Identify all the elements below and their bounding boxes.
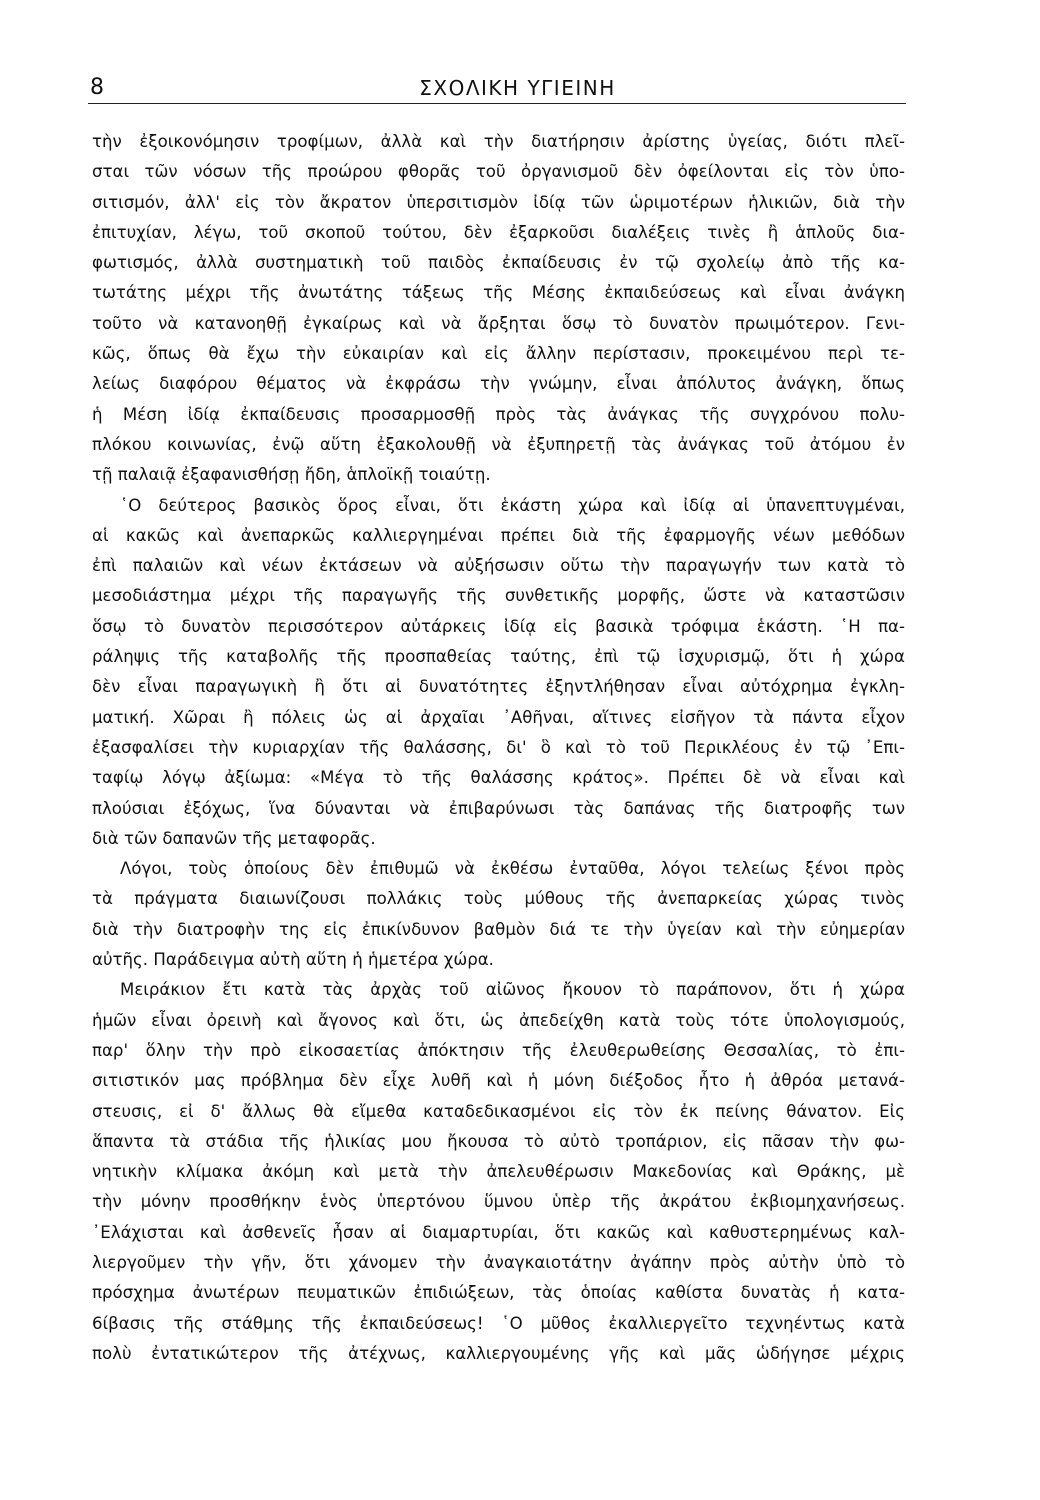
- running-title: ΣΧΟΛΙΚΗ ΥΓΙΕΙΝΗ: [419, 76, 616, 100]
- text-line: τὰ πράγματα διαιωνίζουσι πολλάκις τοὺς μύθους τῆς ἀνεπαρκείας χώρας τινὸς: [92, 889, 905, 909]
- page-header: [90, 74, 905, 104]
- text-line: σιτιστικόν μας πρόβλημα δὲν εἶχε λυθῆ καὶ ἡ μόνη διέξοδος ἦτο ἡ ἀθρόα μετανά-: [92, 1071, 905, 1091]
- text-line: παρ' ὅλην τὴν πρὸ εἰκοσαετίας ἀπόκτησιν τῆς ἐλευθερωθείσης Θεσσαλίας, τὸ ἐπι-: [92, 1040, 905, 1060]
- text-line: κῶς, ὅπως θὰ ἔχω τὴν εὐκαιρίαν καὶ εἰς ἄλλην περίστασιν, προκειμένου περὶ τε-: [92, 344, 905, 364]
- text-line: στευσις, εἰ δ' ἄλλως θὰ εἴμεθα καταδεδικασμένοι εἰς τὸν ἐκ πείνης θάνατον. Εἰς: [92, 1101, 905, 1121]
- text-line: ἡ Μέση ἰδίᾳ ἐκπαίδευσις προσαρμοσθῇ πρὸς τὰς ἀνάγκας τῆς συγχρόνου πολυ-: [92, 404, 905, 424]
- text-line: τῇ παλαιᾷ ἐξαφανισθήσῃ ἤδη, ἁπλοϊκῇ τοιαύτῃ.: [92, 465, 491, 485]
- text-line: Λόγοι, τοὺς ὁποίους δὲν ἐπιθυμῶ νὰ ἐκθέσω ἐνταῦθα, λόγοι τελείως ξένοι πρὸς: [120, 859, 905, 879]
- text-line: αἱ κακῶς καὶ ἀνεπαρκῶς καλλιεργημέναι πρέπει διὰ τῆς ἐφαρμογῆς νέων μεθόδων: [92, 525, 905, 545]
- text-line: ἐξασφαλίσει τὴν κυριαρχίαν τῆς θαλάσσης, δι' ὃ καὶ τὸ τοῦ Περικλέους ἐν τῷ ᾿Επι-: [92, 737, 905, 757]
- text-line: λείως διαφόρου θέματος νὰ ἐκφράσω τὴν γνώμην, εἶναι ἀπόλυτος ἀνάγκη, ὅπως: [92, 374, 905, 394]
- text-line: σται τῶν νόσων τῆς προώρου φθορᾶς τοῦ ὀργανισμοῦ δὲν ὀφείλονται εἰς τὸν ὑπο-: [92, 162, 905, 182]
- text-line: διὰ τῶν δαπανῶν τῆς μεταφορᾶς.: [92, 828, 376, 848]
- page-number: 8: [90, 75, 104, 100]
- body-text: [92, 127, 905, 1369]
- text-line: πλούσιαι ἐξόχως, ἵνα δύνανται νὰ ἐπιβαρύνωσι τὰς δαπάνας τῆς διατροφῆς των: [92, 798, 905, 818]
- text-line: ὅσῳ τὸ δυνατὸν περισσότερον αὐτάρκεις ἰδίᾳ εἰς βασικὰ τρόφιμα ἑκάστη. ῾Η πα-: [92, 616, 905, 636]
- text-line: δὲν εἶναι παραγωγικὴ ἢ ὅτι αἱ δυνατότητες ἐξηντλήθησαν εἶναι αὐτόχρημα ἐγκλη-: [92, 677, 905, 697]
- text-line: ᾿Ελάχισται καὶ ἀσθενεῖς ἦσαν αἱ διαμαρτυρίαι, ὅτι κακῶς καὶ καθυστερημένως καλ-: [92, 1222, 905, 1242]
- text-line: ἐπὶ παλαιῶν καὶ νέων ἐκτάσεων νὰ αὐξήσωσιν οὕτω τὴν παραγωγήν των κατὰ τὸ: [92, 556, 905, 576]
- text-line: σιτισμόν, ἀλλ' εἰς τὸν ἄκρατον ὑπερσιτισμὸν ἰδίᾳ τῶν ὡριμοτέρων ἡλικιῶν, διὰ τὴν: [92, 192, 905, 212]
- text-line: Μειράκιον ἔτι κατὰ τὰς ἀρχὰς τοῦ αἰῶνος ἤκουον τὸ παράπονον, ὅτι ἡ χώρα: [120, 980, 905, 1000]
- text-line: πλόκου κοινωνίας, ἐνῷ αὕτη ἐξακολουθῇ νὰ ἐξυπηρετῇ τὰς ἀνάγκας τοῦ ἀτόμου ἐν: [92, 434, 905, 454]
- text-line: νητικὴν κλίμακα ἀκόμη καὶ μετὰ τὴν ἀπελευθέρωσιν Μακεδονίας καὶ Θράκης, μὲ: [92, 1162, 905, 1182]
- text-line: αὐτῆς. Παράδειγμα αὐτὴ αὕτη ἡ ἡμετέρα χώρα.: [92, 950, 494, 970]
- text-line: φωτισμός, ἀλλὰ συστηματικὴ τοῦ παιδὸς ἐκπαίδευσις ἐν τῷ σχολείῳ ἀπὸ τῆς κα-: [92, 253, 905, 273]
- text-line: πρόσχημα ἀνωτέρων πευματικῶν ἐπιδιώξεων, τὰς ὁποίας καθίστα δυνατὰς ἡ κατα-: [92, 1283, 905, 1303]
- text-line: μεσοδιάστημα μέχρι τῆς παραγωγῆς τῆς συνθετικῆς μορφῆς, ὥστε νὰ καταστῶσιν: [92, 586, 905, 606]
- text-line: 6ίβασις τῆς στάθμης τῆς ἐκπαιδεύσεως! ῾Ο μῦθος ἐκαλλιεργεῖτο τεχνηέντως κατὰ: [92, 1313, 905, 1333]
- text-line: ῾Ο δεύτερος βασικὸς ὅρος εἶναι, ὅτι ἑκάστη χώρα καὶ ἰδίᾳ αἱ ὑπανεπτυγμέναι,: [120, 495, 905, 515]
- text-line: ἐπιτυχίαν, λέγω, τοῦ σκοποῦ τούτου, δὲν ἐξαρκοῦσι διαλέξεις τινὲς ἢ ἁπλοῦς δια-: [92, 222, 905, 242]
- text-line: ράληψις τῆς καταβολῆς τῆς προσπαθείας ταύτης, ἐπὶ τῷ ἰσχυρισμῷ, ὅτι ἡ χώρα: [92, 647, 905, 667]
- text-line: ἅπαντα τὰ στάδια τῆς ἡλικίας μου ἤκουσα τὸ αὐτὸ τροπάριον, εἰς πᾶσαν τὴν φω-: [92, 1131, 905, 1151]
- text-line: διὰ τὴν διατροφὴν της εἰς ἐπικίνδυνον βαθμὸν διά τε τὴν ὑγείαν καὶ τὴν εὐημερίαν: [92, 919, 905, 939]
- header-rule: [88, 103, 906, 104]
- text-line: πολὺ ἐντατικώτερον τῆς ἀτέχνως, καλλιεργουμένης γῆς καὶ μᾶς ὡδήγησε μέχρις: [92, 1343, 905, 1363]
- text-line: τὴν ἐξοικονόμησιν τροφίμων, ἀλλὰ καὶ τὴν διατήρησιν ἀρίστης ὑγείας, διότι πλεῖ-: [92, 132, 905, 151]
- text-line: λιεργοῦμεν τὴν γῆν, ὅτι χάνομεν τὴν ἀναγκαιοτάτην ἀγάπην πρὸς αὐτὴν ὑπὸ τὸ: [92, 1252, 905, 1272]
- text-line: ταφίῳ λόγῳ ἀξίωμα: «Μέγα τὸ τῆς θαλάσσης κράτος». Πρέπει δὲ νὰ εἶναι καὶ: [92, 768, 905, 788]
- text-line: ματική. Χῶραι ἢ πόλεις ὡς αἱ ἀρχαῖαι ᾿Αθῆναι, αἵτινες εἰσῆγον τὰ πάντα εἶχον: [92, 707, 905, 727]
- text-line: τοῦτο νὰ κατανοηθῇ ἐγκαίρως καὶ νὰ ἄρξηται ὅσῳ τὸ δυνατὸν πρωιμότερον. Γενι-: [92, 313, 905, 333]
- text-line: τωτάτης μέχρι τῆς ἀνωτάτης τάξεως τῆς Μέσης ἐκπαιδεύσεως καὶ εἶναι ἀνάγκη: [92, 283, 905, 303]
- text-line: ἡμῶν εἶναι ὀρεινὴ καὶ ἄγονος καὶ ὅτι, ὡς ἀπεδείχθη κατὰ τοὺς τότε ὑπολογισμούς,: [92, 1010, 905, 1030]
- text-line: τὴν μόνην προσθήκην ἑνὸς ὑπερτόνου ὕμνου ὑπὲρ τῆς ἀκράτου ἐκβιομηχανήσεως.: [92, 1192, 905, 1212]
